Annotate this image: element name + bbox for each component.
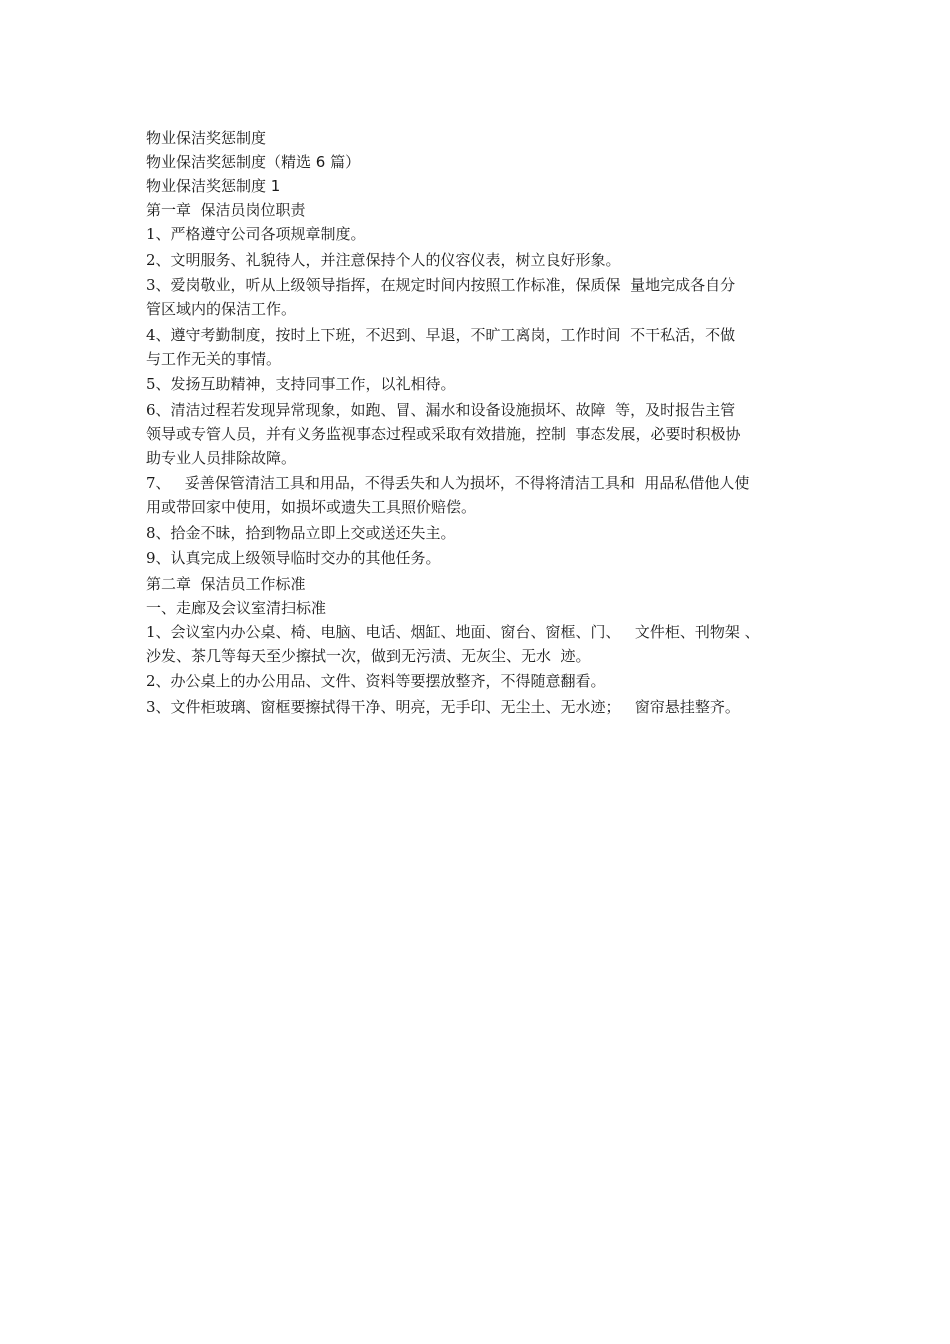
chapter-heading-2: 第二章 保洁员工作标准 (146, 574, 306, 593)
paragraph-7-line-2: 用或带回家中使用，如损坏或遗失工具照价赔偿。 (146, 498, 477, 516)
standard-1-line-2: 沙发、茶几等每天至少擦拭一次，做到无污渍、无灰尘、无水 迹。 (146, 646, 591, 665)
paragraph-5: 5、发扬互助精神，支持同事工作，以礼相待。 (146, 375, 456, 393)
paragraph-4-line-1: 4、遵守考勤制度，按时上下班，不迟到、早退，不旷工离岗，工作时间 不干私活，不做 (146, 325, 736, 344)
doc-section-title: 物业保洁奖惩制度 1 (146, 177, 281, 195)
paragraph-6-line-1: 6、清洁过程若发现异常现象，如跑、冒、漏水和设备设施损坏、故障 等，及时报告主管 (146, 400, 736, 419)
paragraph-8: 8、拾金不昧，拾到物品立即上交或送还失主。 (146, 523, 456, 542)
paragraph-6-line-3: 助专业人员排除故障。 (146, 448, 297, 467)
doc-subtitle: 物业保洁奖惩制度（精选 6 篇） (146, 153, 361, 171)
paragraph-4-line-2: 与工作无关的事情。 (146, 349, 282, 368)
paragraph-3-line-2: 管区域内的保洁工作。 (146, 300, 297, 318)
paragraph-2: 2、文明服务、礼貌待人，并注意保持个人的仪容仪表，树立良好形象。 (146, 250, 621, 269)
standard-3: 3、文件柜玻璃、窗框要擦拭得干净、明亮，无手印、无尘土、无水迹； 窗帘悬挂整齐。 (146, 697, 740, 716)
paragraph-6-line-2: 领导或专管人员，并有义务监视事态过程或采取有效措施，控制 事态发展，必要时积极协 (146, 424, 741, 443)
document-body (146, 126, 814, 720)
paragraph-9: 9、认真完成上级领导临时交办的其他任务。 (146, 549, 441, 567)
paragraph-7-line-1: 7、 妥善保管清洁工具和用品，不得丢失和人为损坏，不得将清洁工具和 用品私借他人使 (146, 474, 750, 492)
paragraph-3-line-1: 3、爱岗敬业，听从上级领导指挥，在规定时间内按照工作标准，保质保 量地完成各自分 (146, 276, 736, 294)
standard-1-line-1: 1、会议室内办公桌、椅、电脑、电话、烟缸、地面、窗台、窗框、门、 文件柜、刊物架 、 (146, 622, 760, 641)
standard-2: 2、办公桌上的办公用品、文件、资料等要摆放整齐，不得随意翻看。 (146, 672, 606, 690)
doc-title: 物业保洁奖惩制度 (146, 129, 267, 147)
chapter-heading-1: 第一章 保洁员岗位职责 (146, 201, 306, 219)
paragraph-1: 1、严格遵守公司各项规章制度。 (146, 225, 366, 243)
section-heading-1: 一、走廊及会议室清扫标准 (146, 598, 327, 617)
